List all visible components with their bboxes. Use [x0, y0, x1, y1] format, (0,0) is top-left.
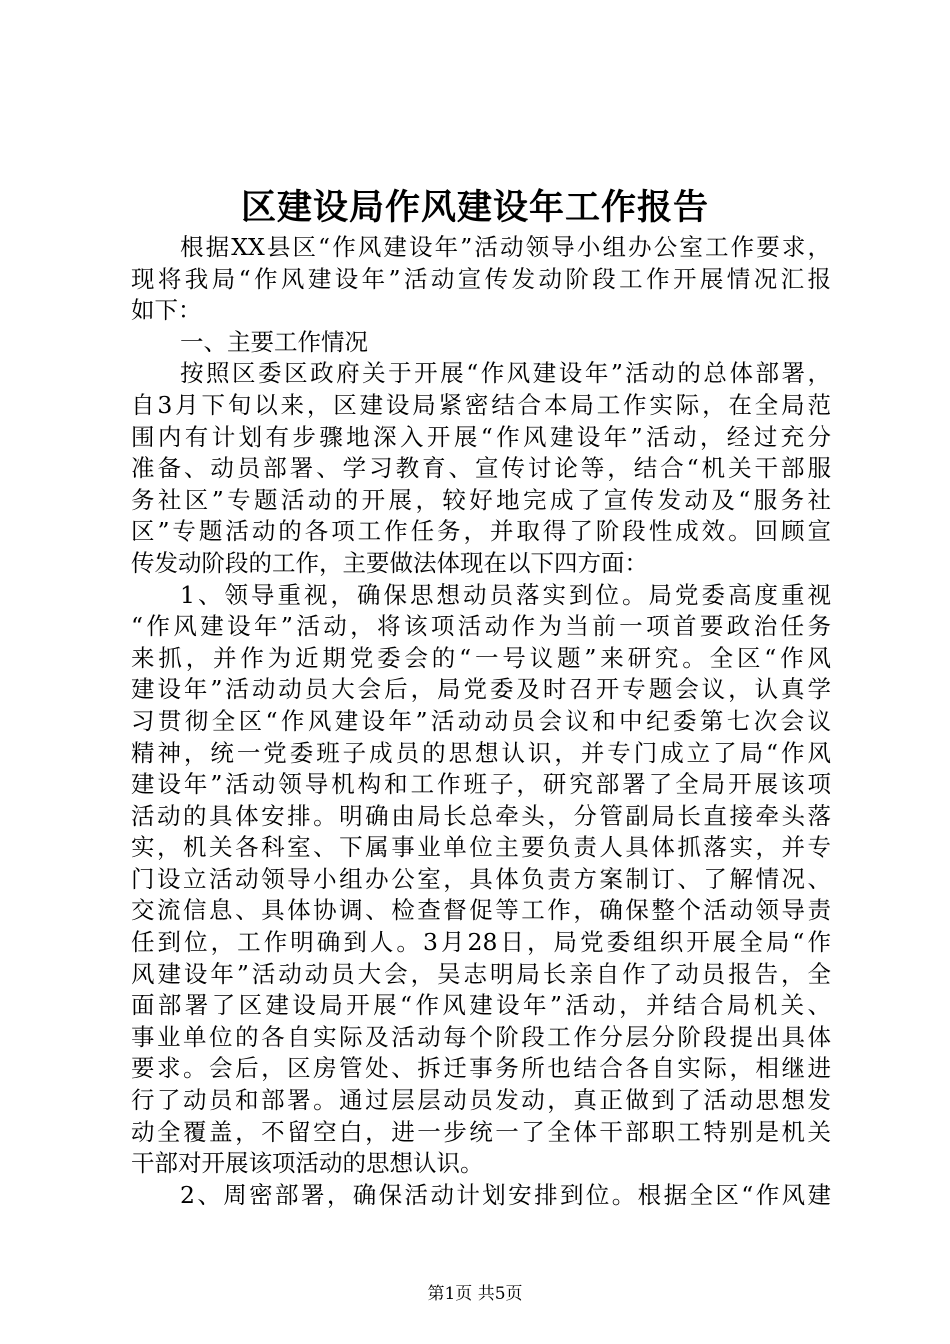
- text-line: 建设年”活动动员大会后，局党委及时召开专题会议，认真学: [131, 675, 831, 704]
- text-line: 活动的具体安排。明确由局长总牵头，分管副局长直接牵头落: [131, 801, 831, 830]
- text-line: 按照区委区政府关于开展“作风建设年”活动的总体部署，: [180, 359, 831, 388]
- text-line: 围内有计划有步骤地深入开展“作风建设年”活动，经过充分: [131, 422, 831, 451]
- text-line: 如下：: [131, 296, 202, 325]
- text-line: 传发动阶段的工作，主要做法体现在以下四方面：: [131, 548, 648, 577]
- text-line: 风建设年”活动动员大会，吴志明局长亲自作了动员报告，全: [131, 959, 831, 988]
- text-line: 习贯彻全区“作风建设年”活动动员会议和中纪委第七次会议: [131, 706, 831, 735]
- text-line: 交流信息、具体协调、检查督促等工作，确保整个活动领导责: [131, 896, 831, 925]
- document-body: [131, 232, 831, 1211]
- text-line: 现将我局“作风建设年”活动宣传发动阶段工作开展情况汇报: [131, 264, 831, 293]
- text-line: 建设年”活动领导机构和工作班子，研究部署了全局开展该项: [131, 770, 831, 799]
- text-line: 1、领导重视，确保思想动员落实到位。局党委高度重视: [180, 580, 831, 609]
- document-title: 区建设局作风建设年工作报告: [240, 187, 709, 228]
- text-line: 2、周密部署，确保活动计划安排到位。根据全区“作风建: [180, 1180, 831, 1209]
- text-line: 干部对开展该项活动的思想认识。: [131, 1149, 484, 1178]
- text-line: 区”专题活动的各项工作任务，并取得了阶段性成效。回顾宣: [131, 517, 831, 546]
- page-footer: 第1页 共5页: [427, 1284, 523, 1304]
- text-line: 精神，统一党委班子成员的思想认识，并专门成立了局“作风: [131, 738, 831, 767]
- text-line: 事业单位的各自实际及活动每个阶段工作分层分阶段提出具体: [131, 1022, 831, 1051]
- text-line: 门设立活动领导小组办公室，具体负责方案制订、了解情况、: [131, 864, 831, 893]
- text-line: 务社区”专题活动的开展，较好地完成了宣传发动及“服务社: [131, 485, 831, 514]
- text-line: 根据XX县区“作风建设年”活动领导小组办公室工作要求，: [180, 233, 831, 261]
- text-line: 自3月下旬以来，区建设局紧密结合本局工作实际，在全局范: [131, 390, 831, 419]
- text-line: 任到位，工作明确到人。3月28日，局党委组织开展全局“作: [131, 928, 831, 957]
- text-line: 面部署了区建设局开展“作风建设年”活动，并结合局机关、: [131, 991, 831, 1020]
- text-line: “作风建设年”活动，将该项活动作为当前一项首要政治任务: [131, 612, 831, 641]
- text-line: 动全覆盖，不留空白，进一步统一了全体干部职工特别是机关: [131, 1117, 831, 1146]
- section-heading: 一、主要工作情况: [180, 327, 368, 356]
- text-line: 来抓，并作为近期党委会的“一号议题”来研究。全区“作风: [131, 643, 831, 672]
- text-line: 实，机关各科室、下属事业单位主要负责人具体抓落实，并专: [131, 833, 831, 862]
- text-line: 要求。会后，区房管处、拆迁事务所也结合各自实际，相继进: [131, 1054, 831, 1083]
- text-line: 准备、动员部署、学习教育、宣传讨论等，结合“机关干部服: [131, 454, 831, 483]
- text-line: 行了动员和部署。通过层层动员发动，真正做到了活动思想发: [131, 1086, 831, 1115]
